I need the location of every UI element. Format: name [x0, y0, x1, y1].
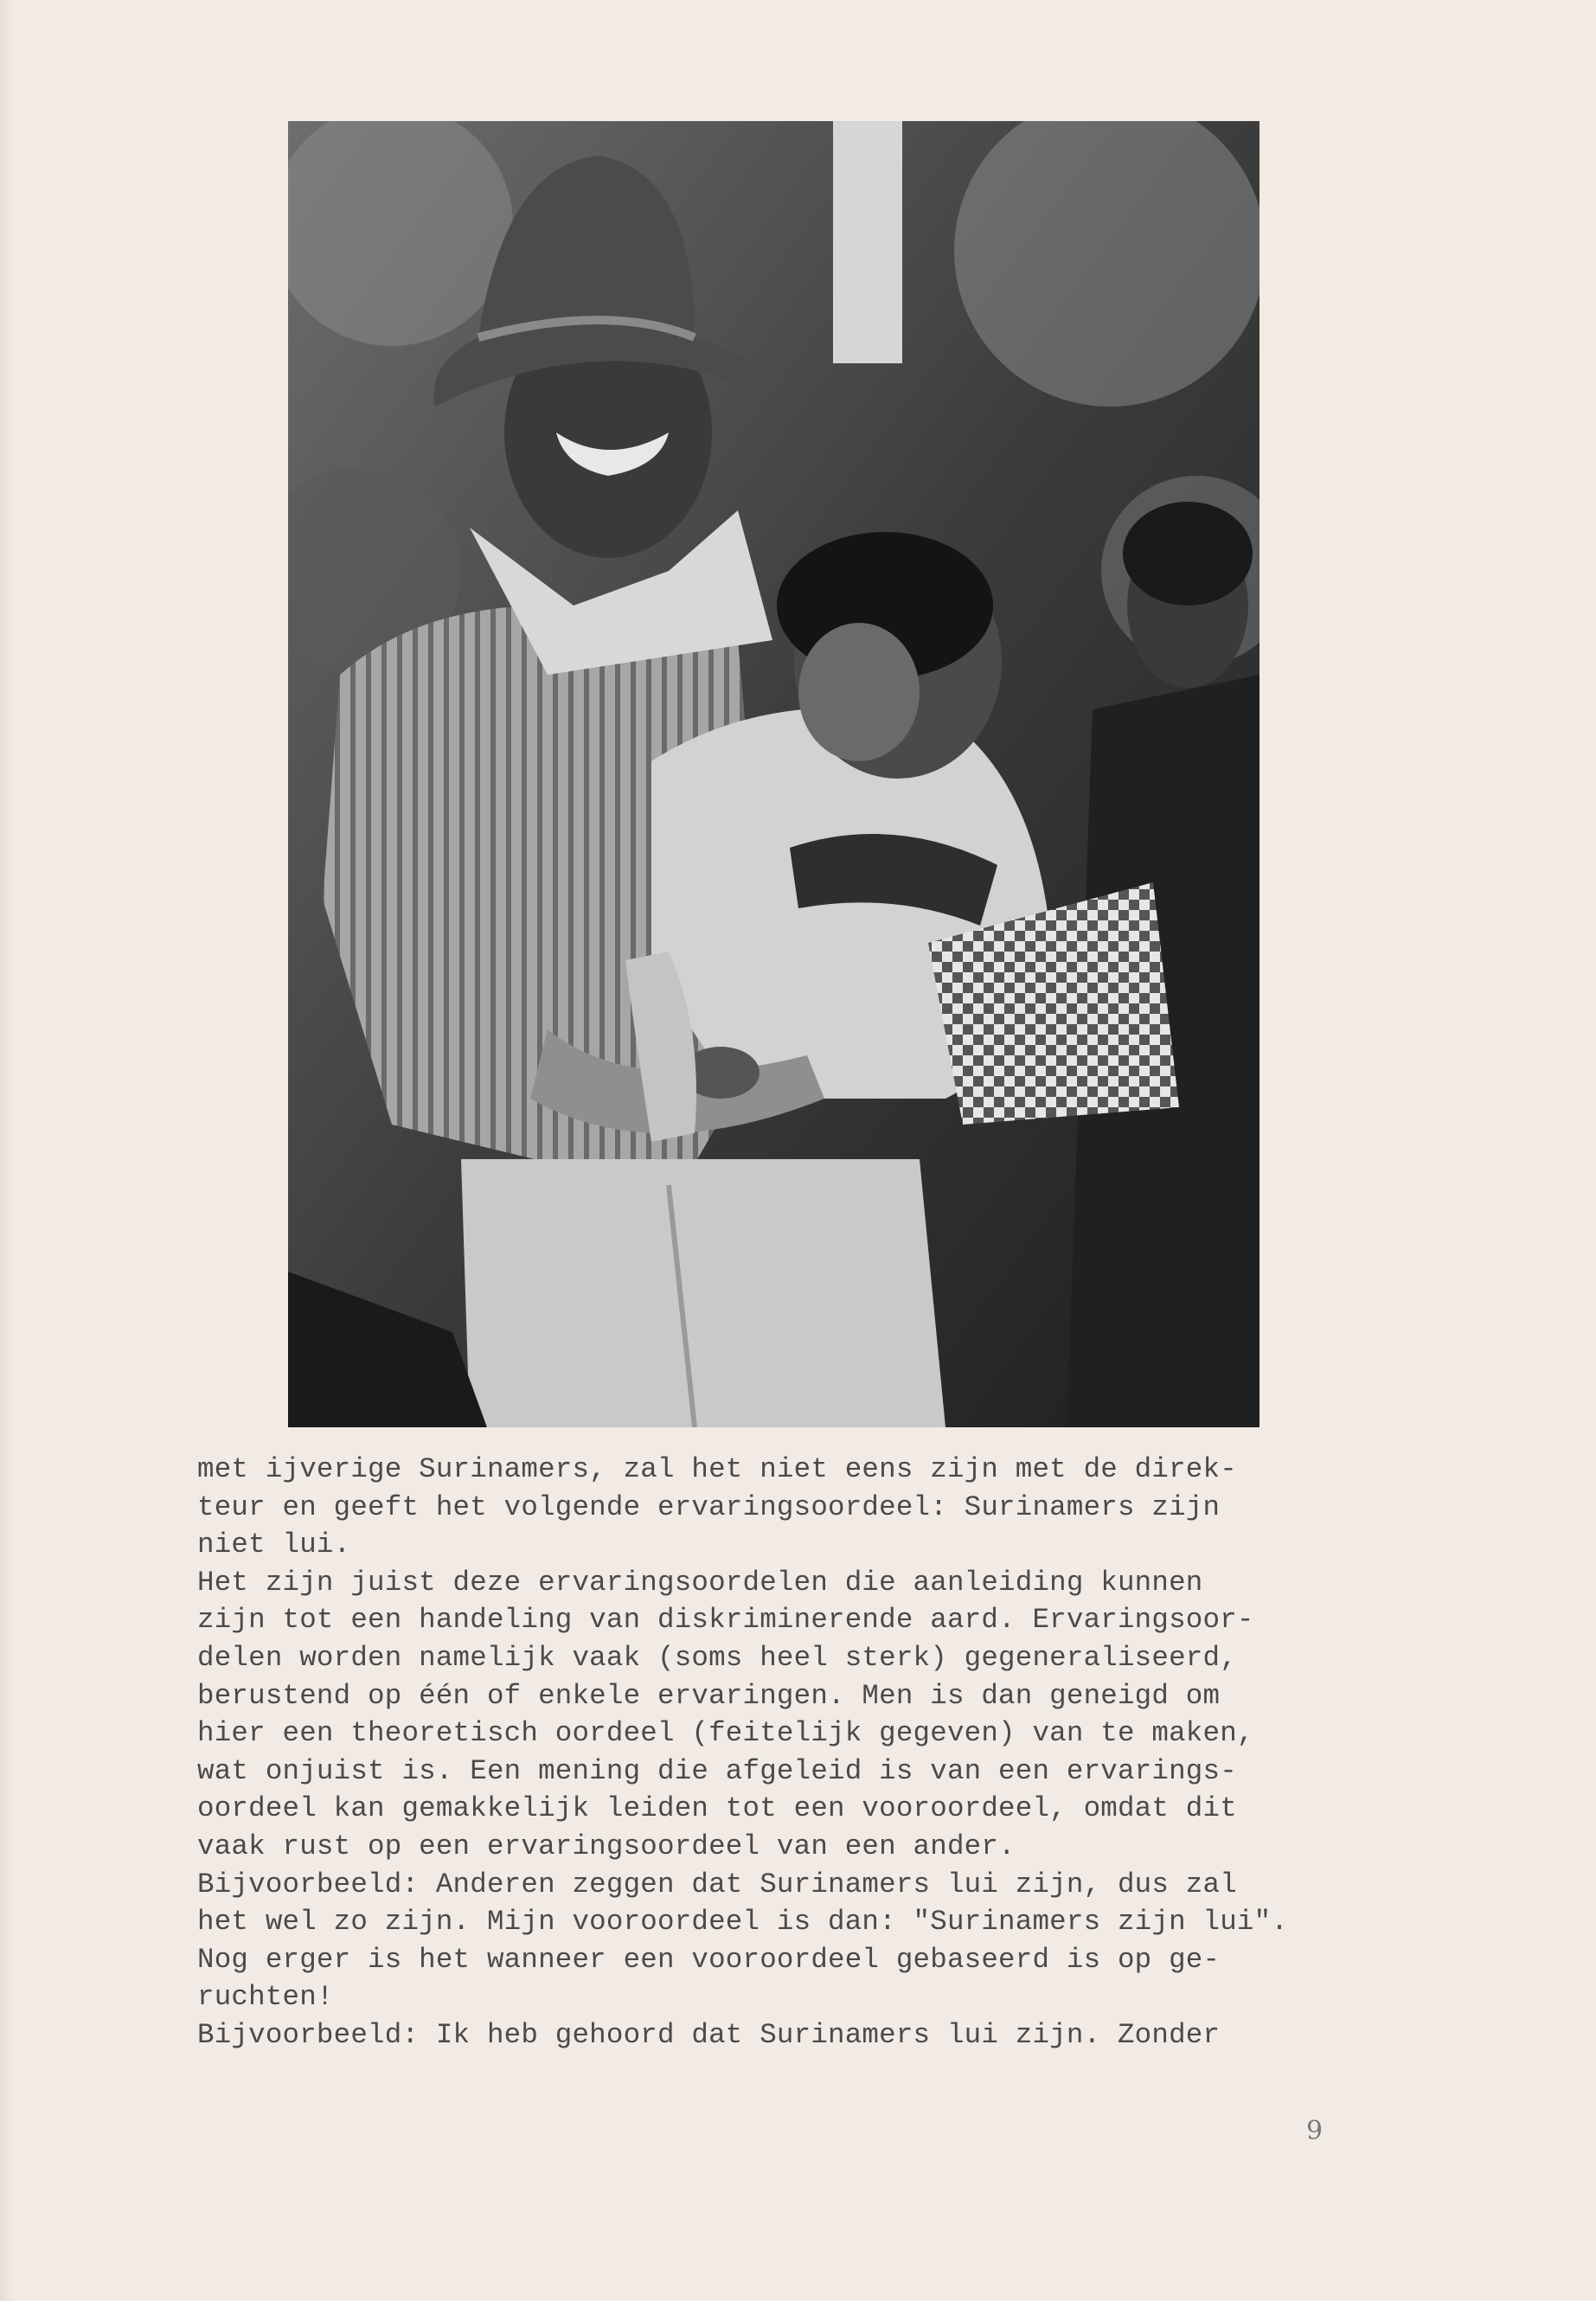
body-text-line: Het zijn juist deze ervaringsoordelen die aanleiding kunnen: [197, 1566, 1203, 1599]
body-text-line: het wel zo zijn. Mijn vooroordeel is dan: "Surinamers zijn lui".: [197, 1906, 1289, 1939]
body-text-line: Bijvoorbeeld: Ik heb gehoord dat Surinamers lui zijn. Zonder: [197, 2018, 1221, 2051]
photograph-man-holding-baby-icon: [288, 121, 1259, 1427]
photograph: [288, 121, 1259, 1427]
body-text-line: teur en geeft het volgende ervaringsoordeel: Surinamers zijn: [197, 1490, 1221, 1523]
body-text-line: niet lui.: [197, 1529, 351, 1561]
body-text-line: Bijvoorbeeld: Anderen zeggen dat Surinamers lui zijn, dus zal: [197, 1868, 1237, 1900]
body-text-line: Nog erger is het wanneer een vooroordeel gebaseerd is op ge-: [197, 1943, 1221, 1976]
body-text-line: vaak rust op een ervaringsoordeel van een ander.: [197, 1830, 1016, 1862]
page-number: 9: [1306, 2116, 1324, 2146]
binding-edge: [0, 0, 14, 2301]
body-text-line: zijn tot een handeling van diskriminerende aard. Ervaringsoor-: [197, 1604, 1254, 1637]
body-text-line: met ijverige Surinamers, zal het niet eens zijn met de direk-: [197, 1453, 1237, 1485]
body-text-line: ruchten!: [197, 1981, 334, 2014]
body-text-line: delen worden namelijk vaak (soms heel sterk) gegeneraliseerd,: [197, 1641, 1237, 1674]
body-text-line: hier een theoretisch oordeel (feitelijk gegeven) van te maken,: [197, 1717, 1254, 1750]
body-text-line: berustend op één of enkele ervaringen. Men is dan geneigd om: [197, 1679, 1221, 1712]
body-text: [197, 1451, 1460, 2054]
body-text-line: wat onjuist is. Een mening die afgeleid is van een ervarings-: [197, 1754, 1237, 1787]
body-text-line: oordeel kan gemakkelijk leiden tot een vooroordeel, omdat dit: [197, 1792, 1237, 1825]
